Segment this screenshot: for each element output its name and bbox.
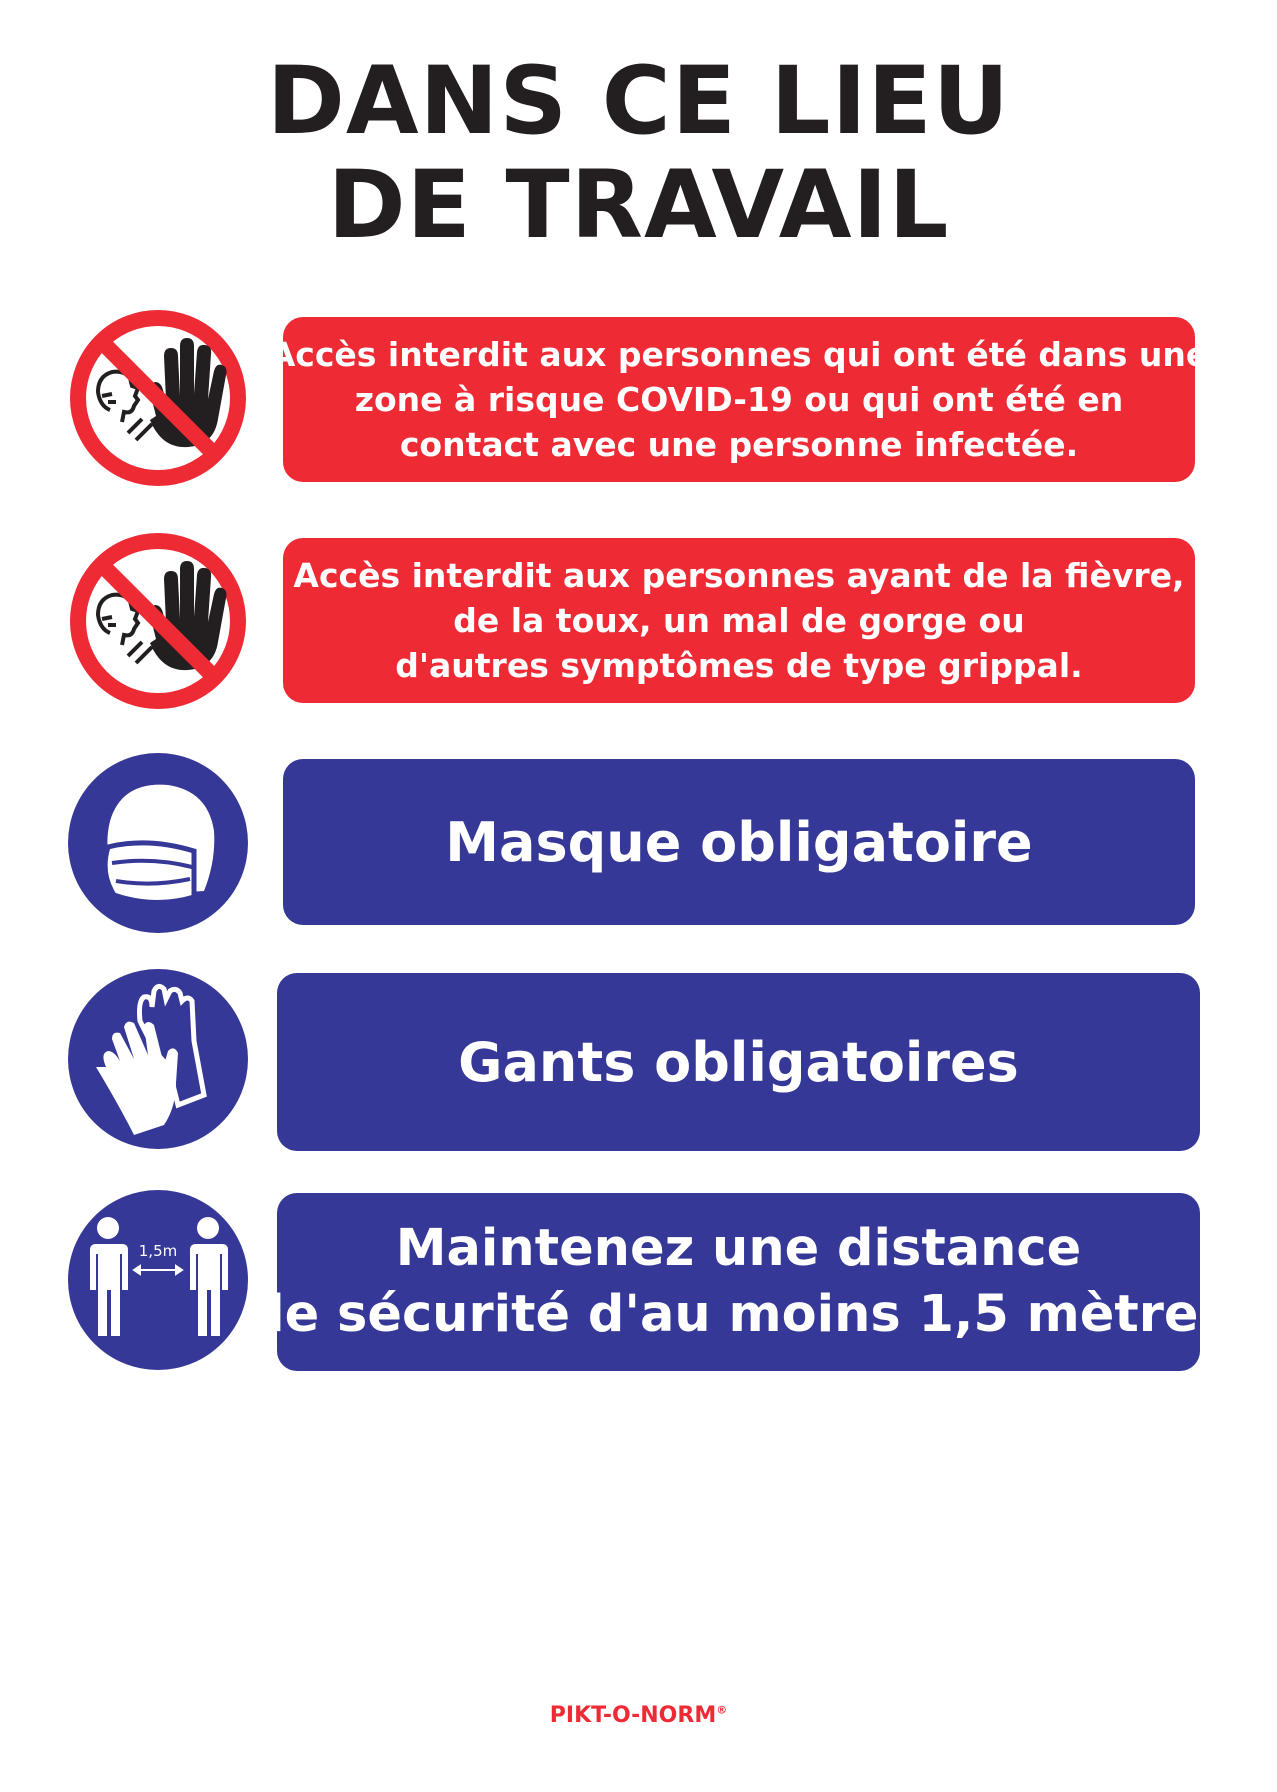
distance-label: 1,5m (138, 1242, 178, 1260)
sign-distance-panel (248, 1193, 1229, 1371)
sign-5-line-1: Maintenez une distance (395, 1219, 1082, 1278)
sign-symptoms-panel (283, 538, 1195, 703)
sign-1-line-2: zone à risque COVID-19 ou qui ont été en (354, 380, 1124, 419)
social-distance-icon (68, 1190, 248, 1370)
brand-logo (0, 1703, 1277, 1728)
title-line-1: DANS CE LIEU (266, 47, 1011, 156)
sign-4-line-1: Gants obligatoires (458, 1030, 1019, 1094)
sign-mask-panel (283, 759, 1195, 925)
brand-registered-mark: ® (716, 1703, 728, 1717)
sign-2-line-3: d'autres symptômes de type grippal. (395, 646, 1083, 685)
page-title (0, 47, 1277, 260)
sign-covid-zone-panel (269, 317, 1209, 482)
sign-2-line-1: Accès interdit aux personnes ayant de la fièvre, (293, 556, 1185, 595)
no-entry-stop-hand-icon (68, 308, 248, 488)
sign-2-line-2: de la toux, un mal de gorge ou (453, 601, 1025, 640)
sign-gloves-panel (277, 973, 1200, 1151)
gloves-icon (68, 969, 248, 1149)
sign-3-line-1: Masque obligatoire (445, 810, 1033, 874)
sign-5-line-2: de sécurité d'au moins 1,5 mètres (248, 1285, 1229, 1344)
title-line-2: DE TRAVAIL (327, 151, 950, 260)
brand-name: PIKT-O-NORM (549, 1703, 717, 1728)
no-entry-stop-hand-icon (68, 531, 248, 711)
face-mask-icon (68, 753, 248, 933)
sign-1-line-3: contact avec une personne infectée. (399, 425, 1079, 464)
sign-1-line-1: Accès interdit aux personnes qui ont été dans une (269, 335, 1209, 374)
